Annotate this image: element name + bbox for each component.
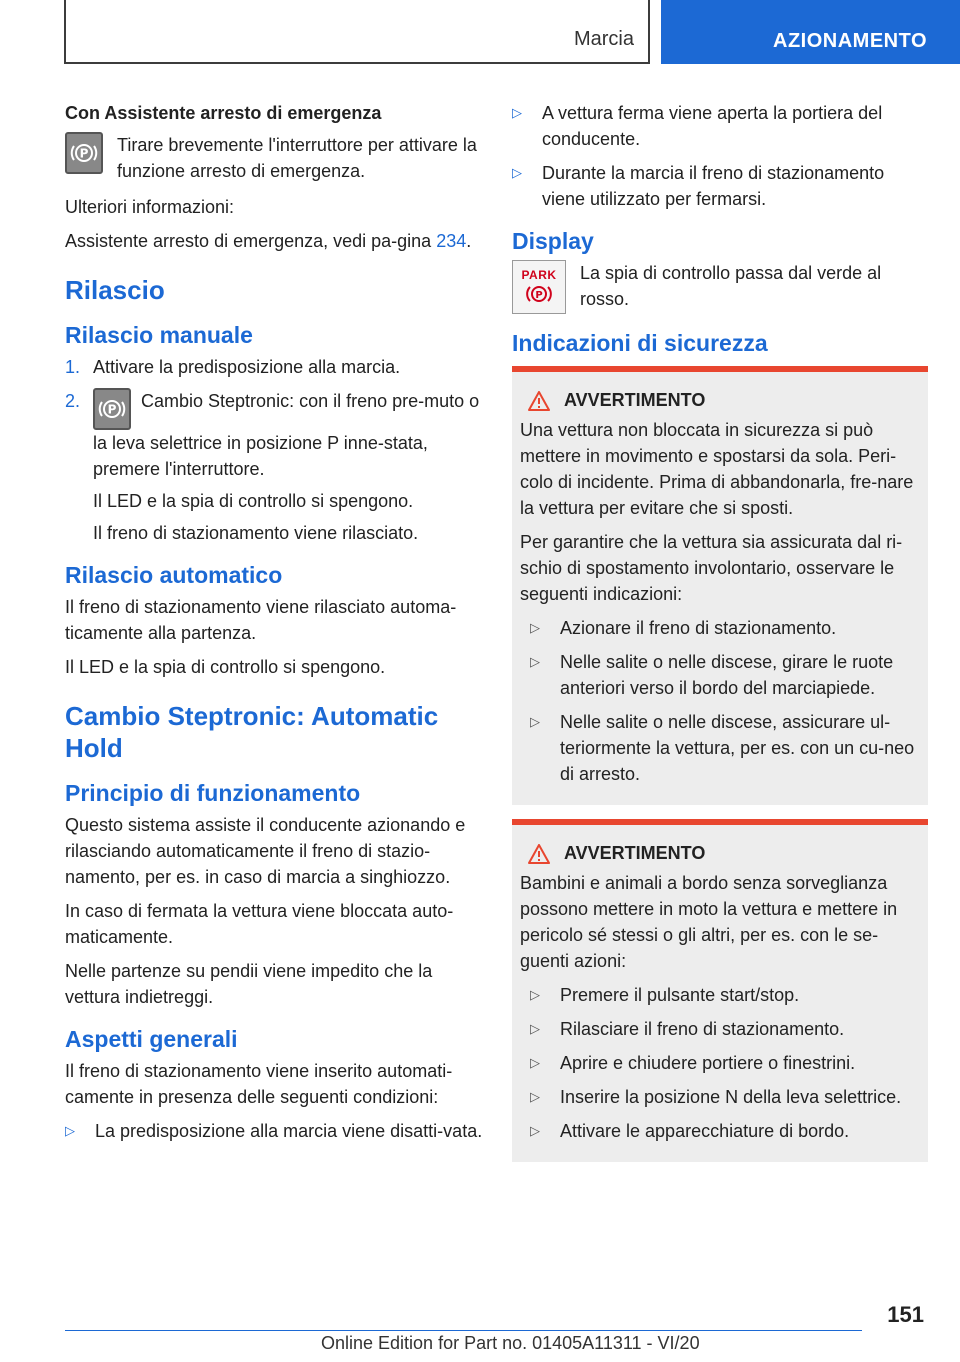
list-item (530, 1118, 920, 1144)
release-steps (65, 354, 485, 546)
park-word: PARK (521, 267, 557, 282)
footer-divider (65, 1330, 862, 1331)
list-item (530, 1050, 920, 1076)
more-info-label: Ulteriori informazioni: (65, 197, 235, 217)
step-text-content: Cambio Steptronic: con il freno pre-muto o la leva selettrice in posizione P inne-stata, premere l'interruttore. (93, 391, 480, 479)
bullet-triangle-icon: ▷ (530, 620, 540, 635)
warning-triangle-icon (528, 391, 550, 411)
list-item (65, 1118, 485, 1144)
bullet-triangle-icon: ▷ (530, 654, 540, 669)
header-section-box (64, 0, 650, 64)
list-item (530, 615, 920, 641)
step-text: Attivare la predisposizione alla marcia. (93, 357, 401, 377)
step-number: 2. (65, 391, 81, 411)
svg-text:P: P (535, 289, 543, 301)
parking-brake-switch-icon (93, 388, 131, 430)
header-chapter-tab[interactable]: AZIONAMENTO (661, 0, 960, 64)
conditions-list-continued (512, 100, 932, 212)
paragraph: Il freno di stazionamento viene inserito automati-camente in presenza delle seguenti condizioni: (65, 1061, 453, 1107)
list-item (530, 709, 920, 787)
list-item-text: Nelle salite o nelle discese, assicurare ul-teriormente la vettura, per es. con un cu-neo di arresto. (560, 712, 915, 784)
warning-box-2 (512, 819, 928, 1162)
warning-triangle-icon (528, 844, 550, 864)
bullet-triangle-icon: ▷ (530, 987, 540, 1002)
more-info-ref-text: Assistente arresto di emergenza, vedi pa-gina (65, 231, 437, 251)
display-heading: Display (512, 228, 594, 254)
list-item-text: Nelle salite o nelle discese, girare le ruote anteriori verso il bordo del marciapiede. (560, 652, 894, 698)
step-subtext: Il freno di stazionamento viene rilasciato. (93, 523, 419, 543)
step-number: 1. (65, 357, 81, 377)
warning-title (520, 390, 920, 411)
warning-box-1 (512, 366, 928, 805)
more-info-ref-end: . (466, 231, 472, 251)
svg-text:P: P (107, 402, 117, 417)
page-number: 151 (887, 1302, 924, 1327)
bullet-triangle-icon: ▷ (512, 105, 522, 120)
list-item-text: Premere il pulsante start/stop. (560, 985, 800, 1005)
bullet-triangle-icon: ▷ (530, 1021, 540, 1036)
rilascio-manuale-heading: Rilascio manuale (65, 322, 253, 348)
step-text (93, 388, 485, 482)
automatic-hold-heading: Cambio Steptronic: Automatic Hold (65, 701, 439, 763)
header-section-label: Marcia (573, 28, 634, 50)
list-item (530, 1016, 920, 1042)
warning-list (520, 615, 920, 787)
display-text: La spia di controllo passa dal verde al rosso. (580, 263, 882, 309)
park-warning-icon (512, 260, 566, 314)
bullet-triangle-icon: ▷ (530, 1123, 540, 1138)
list-item (65, 354, 485, 380)
list-item-text: Durante la marcia il freno di stazionamento viene utilizzato per fermarsi. (542, 163, 885, 209)
paragraph: In caso di fermata la vettura viene bloccata auto-maticamente. (65, 901, 454, 947)
list-item-text: Aprire e chiudere portiere o finestrini. (560, 1053, 856, 1073)
display-instruction (512, 260, 932, 314)
principio-heading: Principio di funzionamento (65, 780, 361, 806)
paragraph: Questo sistema assiste il conducente azionando e rilasciando automaticamente il freno di stazio-namento, per es. in caso di marcia a singhiozzo. (65, 815, 466, 887)
paragraph: Nelle partenze su pendii viene impedito che la vettura indietreggi. (65, 961, 433, 1007)
sicurezza-heading: Indicazioni di sicurezza (512, 330, 768, 356)
aspetti-generali-heading: Aspetti generali (65, 1026, 238, 1052)
list-item-text: A vettura ferma viene aperta la portiera del conducente. (542, 103, 883, 149)
emergency-stop-text: Tirare brevemente l'interruttore per attivare la funzione arresto di emergenza. (117, 135, 477, 181)
warning-list (520, 982, 920, 1144)
paragraph: Il freno di stazionamento viene rilasciato automa-ticamente alla partenza. (65, 597, 457, 643)
left-column (65, 100, 485, 1152)
emergency-stop-heading: Con Assistente arresto di emergenza (65, 103, 382, 123)
bullet-triangle-icon: ▷ (512, 165, 522, 180)
bullet-triangle-icon: ▷ (530, 1055, 540, 1070)
right-column (512, 100, 932, 1176)
warning-title-text: AVVERTIMENTO (564, 390, 706, 410)
paragraph: Il LED e la spia di controllo si spengono. (65, 657, 386, 677)
list-item-text: Inserire la posizione N della leva selettrice. (560, 1087, 902, 1107)
more-info-reference (65, 228, 485, 254)
warning-title-text: AVVERTIMENTO (564, 843, 706, 863)
page-link-234[interactable]: 234 (436, 231, 467, 251)
list-item (512, 100, 932, 152)
list-item-text: Rilasciare il freno di stazionamento. (560, 1019, 845, 1039)
step-subtext: Il LED e la spia di controllo si spengono. (93, 491, 414, 511)
warning-text: Bambini e animali a bordo senza sorveglianza possono mettere in moto la vettura e mettere in pericolo sé stessi o gli altri, per es. con le se-guenti azioni: (520, 873, 898, 971)
list-item-text: Attivare le apparecchiature di bordo. (560, 1121, 850, 1141)
warning-title (520, 843, 920, 864)
bullet-triangle-icon: ▷ (530, 1089, 540, 1104)
svg-text:P: P (79, 146, 89, 161)
list-item (530, 982, 920, 1008)
list-item-text: La predisposizione alla marcia viene disatti-vata. (95, 1121, 483, 1141)
footer-edition: Online Edition for Part no. 01405A11311 - VI/20 (321, 1333, 700, 1353)
bullet-triangle-icon: ▷ (530, 714, 540, 729)
list-item (65, 388, 485, 546)
conditions-list (65, 1118, 485, 1144)
list-item (512, 160, 932, 212)
bullet-triangle-icon: ▷ (65, 1123, 75, 1138)
emergency-stop-instruction (65, 132, 485, 184)
rilascio-automatico-heading: Rilascio automatico (65, 562, 283, 588)
parking-brake-switch-icon (65, 132, 103, 174)
list-item (530, 649, 920, 701)
warning-text: Per garantire che la vettura sia assicurata dal ri-schio di spostamento involontario, osservare le seguenti indicazioni: (520, 532, 903, 604)
list-item (530, 1084, 920, 1110)
list-item-text: Azionare il freno di stazionamento. (560, 618, 837, 638)
warning-text: Una vettura non bloccata in sicurezza si può mettere in movimento e spostarsi da sola. Peri-colo di incidente. Prima di abbandonarla, fre-nare la vettura per evitare che si sposti. (520, 420, 914, 518)
rilascio-heading: Rilascio (65, 275, 165, 305)
